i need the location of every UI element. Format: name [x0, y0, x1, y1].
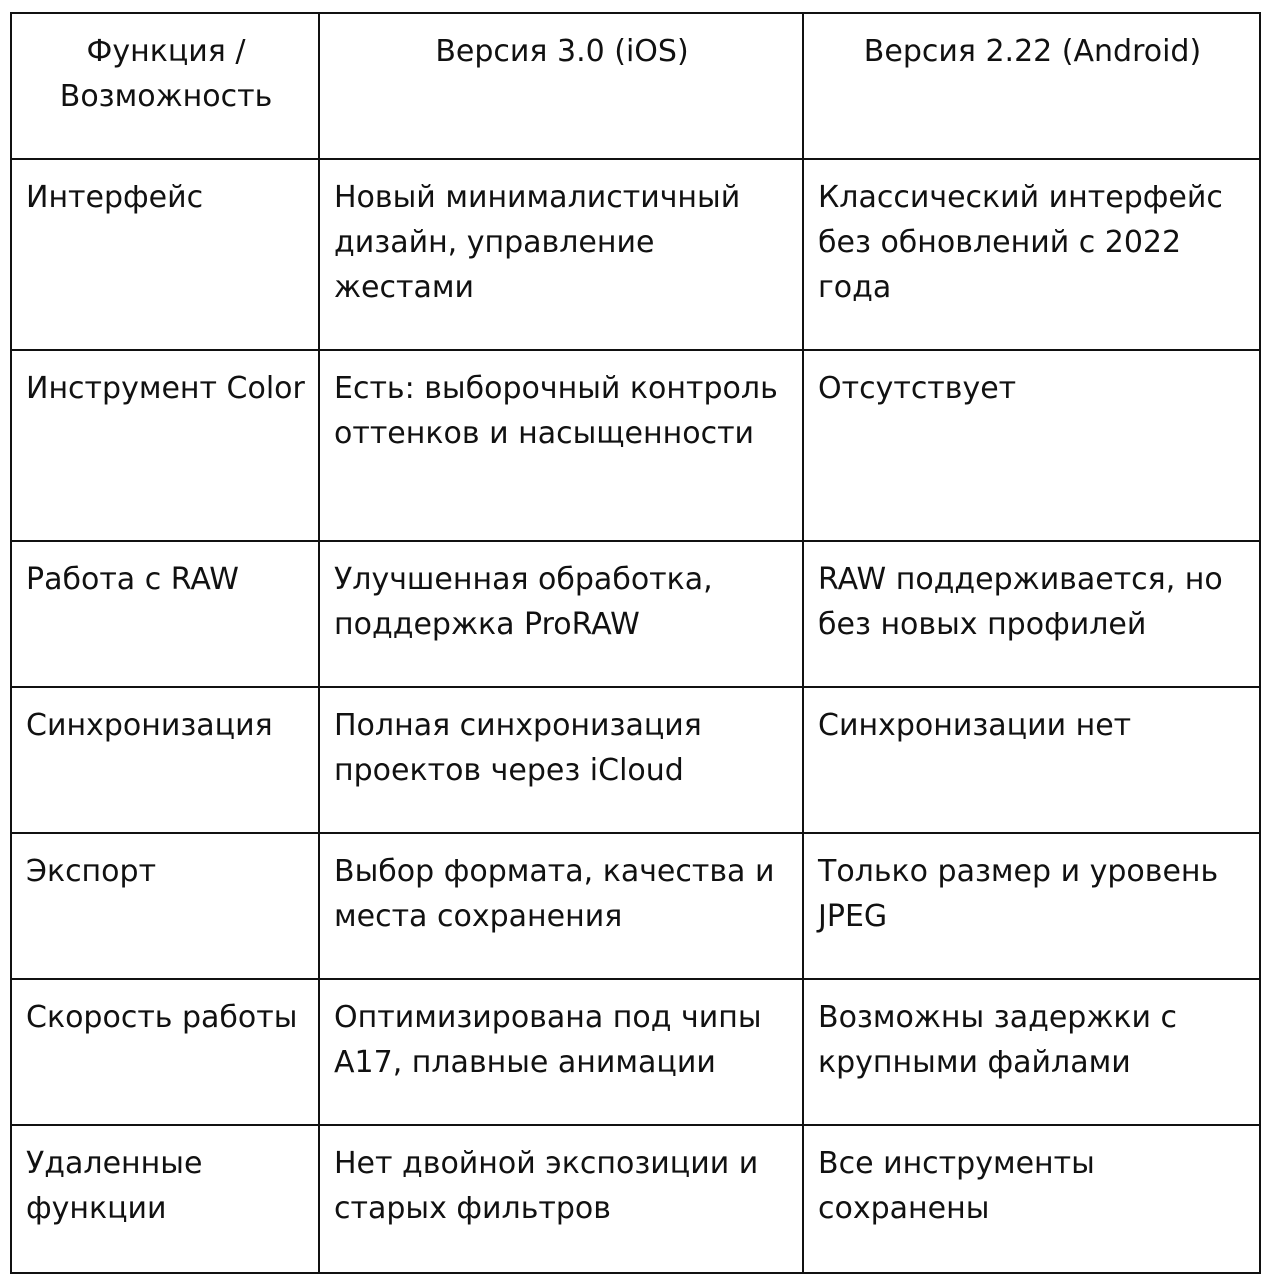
android-cell: Отсутствует [803, 350, 1260, 541]
table-header-row [11, 13, 1260, 159]
android-cell: Классический интерфейс без обновлений с 2022 года [803, 159, 1260, 350]
android-cell: RAW поддерживается, но без новых профилей [803, 541, 1260, 687]
table-row [11, 159, 1260, 350]
feature-cell: Синхронизация [11, 687, 319, 833]
android-cell: Синхронизации нет [803, 687, 1260, 833]
table-row [11, 541, 1260, 687]
ios-cell: Есть: выборочный контроль оттенков и насыщенности [319, 350, 803, 541]
ios-cell: Оптимизирована под чипы A17, плавные анимации [319, 979, 803, 1125]
comparison-table [10, 12, 1261, 1274]
feature-cell: Удаленные функции [11, 1125, 319, 1273]
table-row [11, 350, 1260, 541]
table-row [11, 1125, 1260, 1273]
ios-cell: Нет двойной экспозиции и старых фильтров [319, 1125, 803, 1273]
header-ios-version: Версия 3.0 (iOS) [319, 13, 803, 159]
table-row [11, 979, 1260, 1125]
feature-cell: Экспорт [11, 833, 319, 979]
ios-cell: Выбор формата, качества и места сохранения [319, 833, 803, 979]
android-cell: Только размер и уровень JPEG [803, 833, 1260, 979]
android-cell: Все инструменты сохранены [803, 1125, 1260, 1273]
feature-cell: Интерфейс [11, 159, 319, 350]
ios-cell: Улучшенная обработка, поддержка ProRAW [319, 541, 803, 687]
ios-cell: Новый минималистичный дизайн, управление жестами [319, 159, 803, 350]
feature-cell: Инструмент Color [11, 350, 319, 541]
feature-cell: Скорость работы [11, 979, 319, 1125]
header-android-version: Версия 2.22 (Android) [803, 13, 1260, 159]
table-row [11, 833, 1260, 979]
ios-cell: Полная синхронизация проектов через iCloud [319, 687, 803, 833]
feature-cell: Работа с RAW [11, 541, 319, 687]
header-feature: Функция / Возможность [11, 13, 319, 159]
android-cell: Возможны задержки с крупными файлами [803, 979, 1260, 1125]
table-row [11, 687, 1260, 833]
